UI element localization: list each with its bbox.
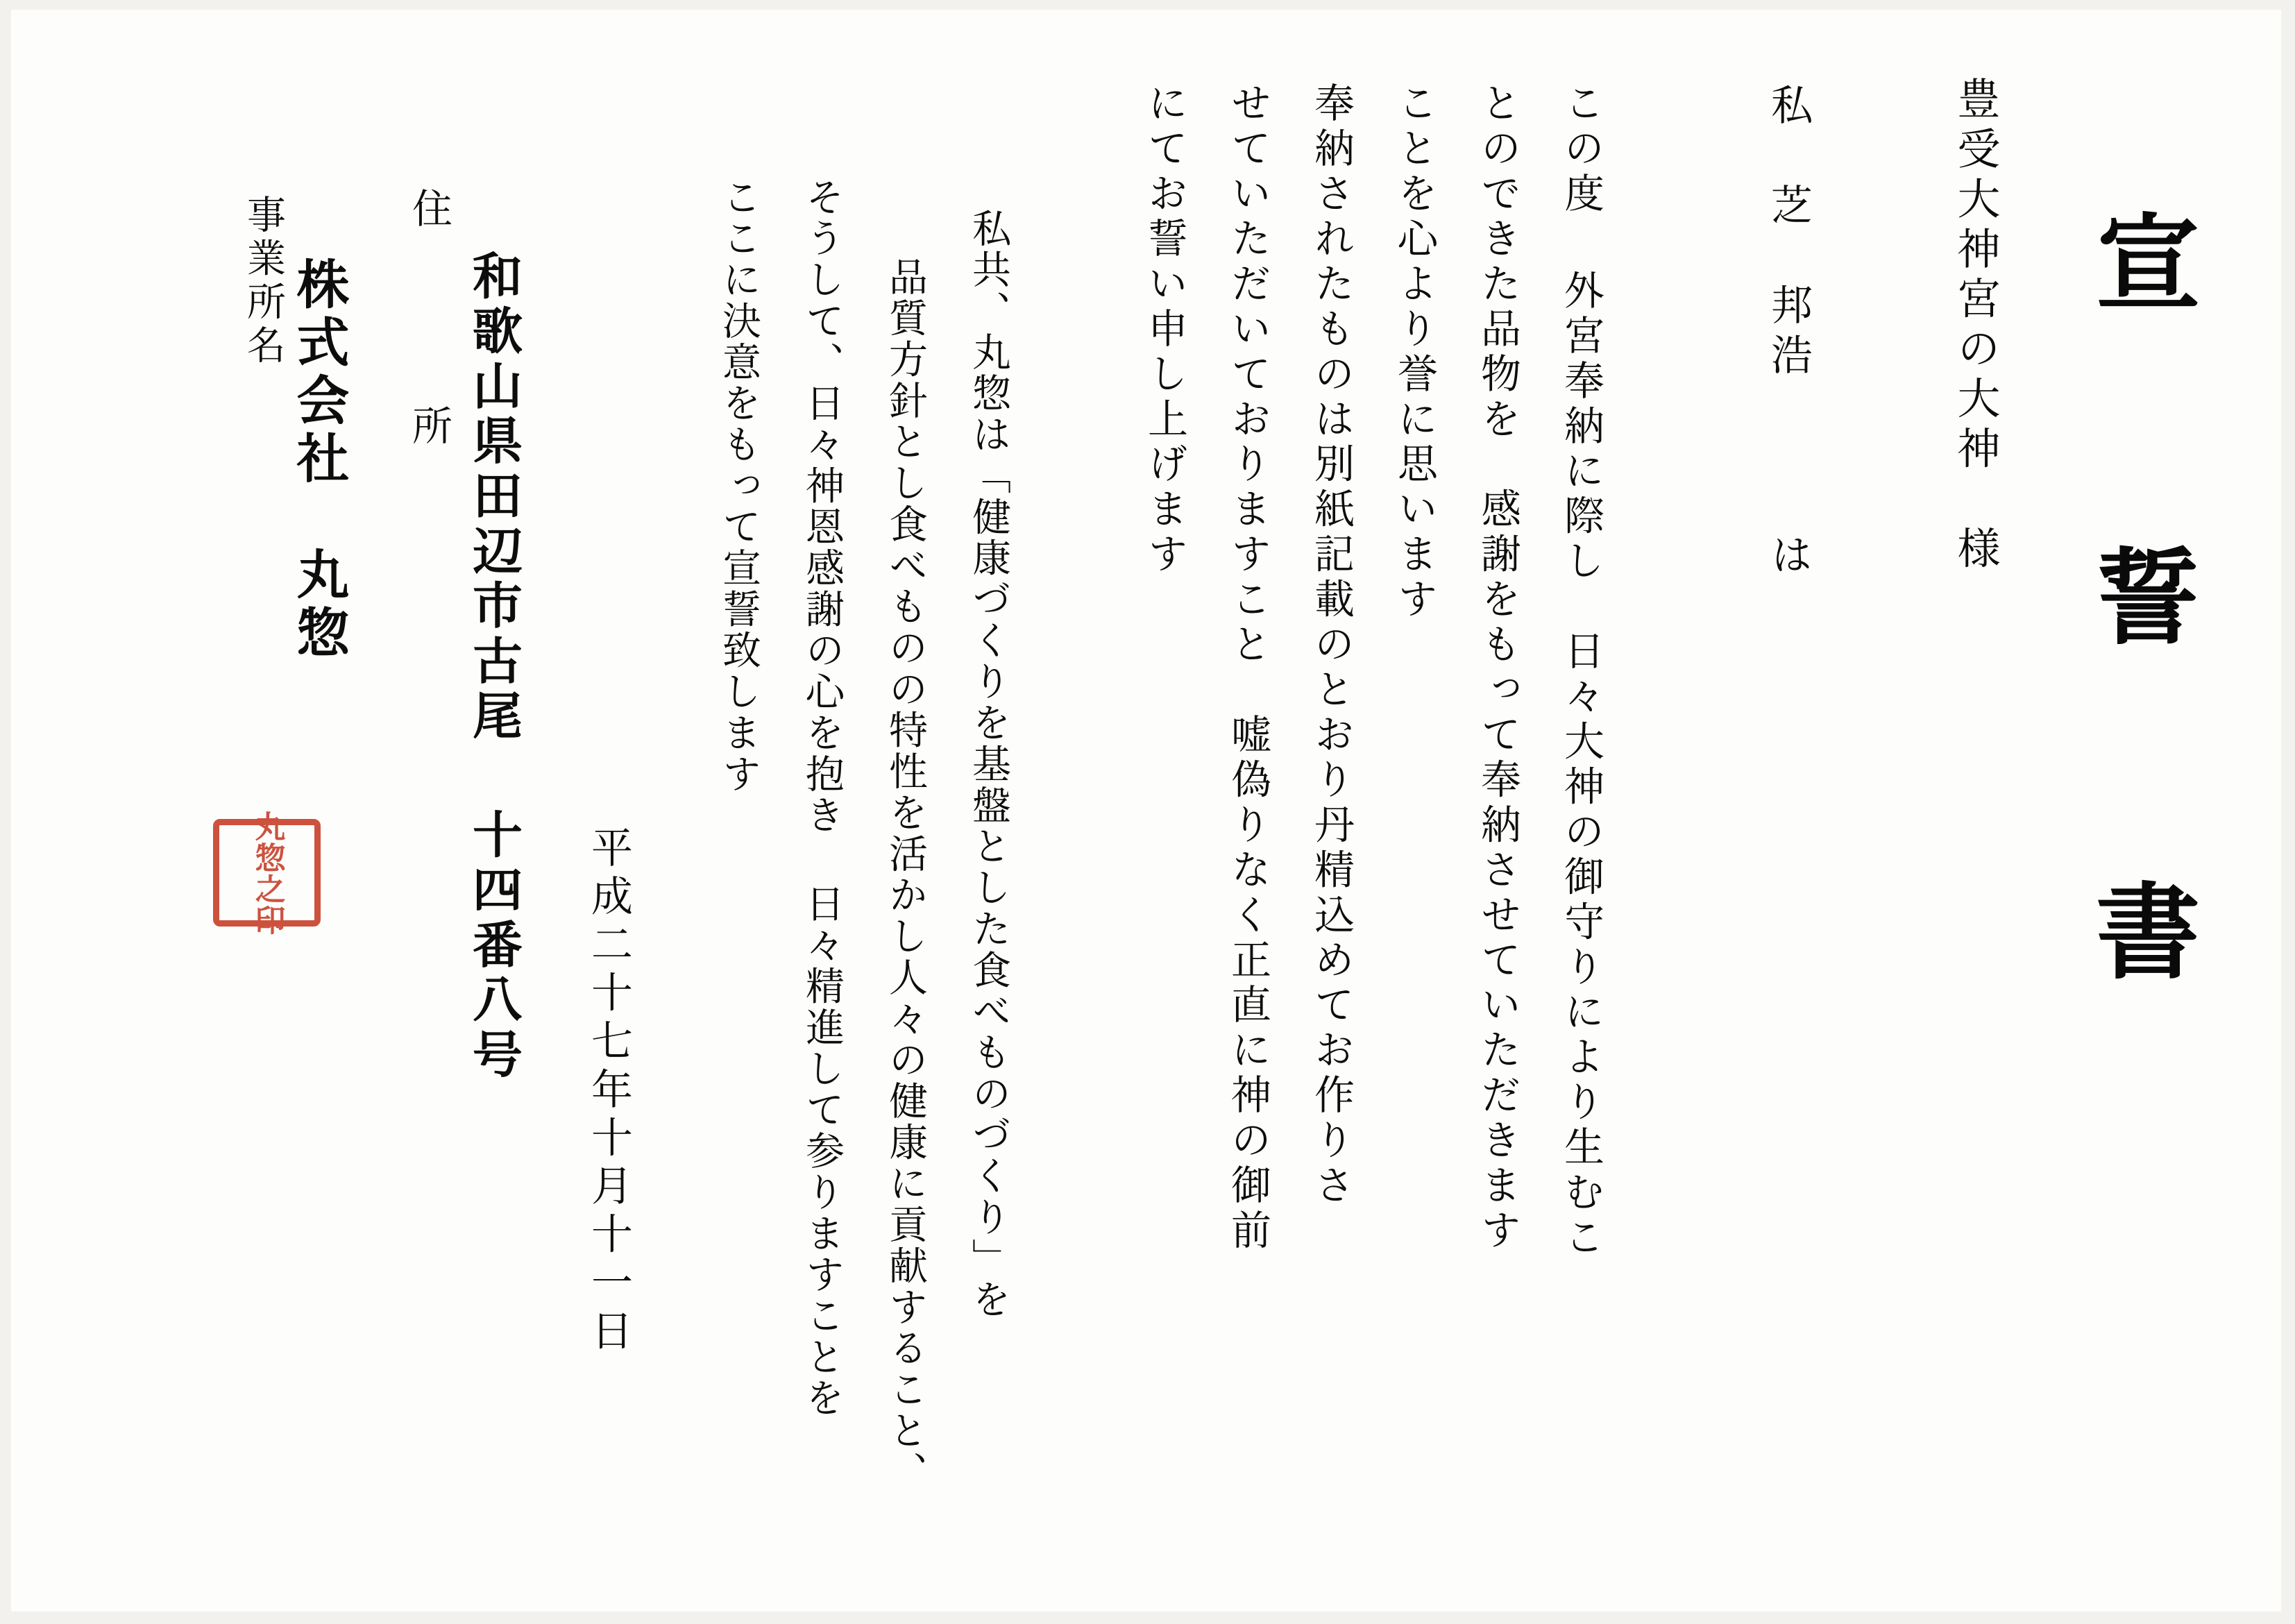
pledge-line-1: 私共、丸惣は「健康づくりを基盤とした食べものづくり」を (966, 208, 1011, 1321)
scan-edge-left (0, 0, 11, 1624)
address-label: 住 所 (405, 187, 452, 477)
scan-edge-bottom (0, 1612, 2295, 1624)
pledge-line-4: ここに決意をもって宣誓致します (716, 177, 761, 795)
body-line-3: ことを心より誉に思います (1391, 82, 1438, 623)
scan-edge-right (2281, 0, 2295, 1624)
body-line-1: この度 外宮奉納に際し 日々大神の御守りにより生むこ (1557, 82, 1604, 1261)
scan-edge-top (0, 0, 2295, 10)
body-line-6: にてお誓い申し上げます (1141, 82, 1188, 578)
hanko-seal-text: 丸惣之印 (249, 810, 285, 936)
address-value: 和歌山県田辺市古尾 十四番八号 (464, 250, 523, 1083)
pledge-line-3: そうして、日々神恩感謝の心を抱き 日々精進して参りますことを (799, 177, 845, 1419)
hanko-seal-icon (213, 810, 321, 936)
business-name-label: 事業所名 (241, 194, 286, 369)
declarant-name-line: 私 芝 邦浩 は (1764, 83, 1813, 583)
pledge-line-2: 品質方針とし食べものの特性を活かし人々の健康に貢献すること、 (883, 257, 928, 1493)
body-line-4: 奉納されたものは別紙記載のとおり丹精込めてお作りさ (1307, 82, 1355, 1209)
body-line-5: せていただいておりますこと 嘘偽りなく正直に神の御前 (1224, 82, 1271, 1254)
document-title: 宣 誓 書 (2078, 208, 2200, 1035)
signing-date: 平成二十七年十月十一日 (584, 826, 633, 1357)
company-name-value: 株式会社 丸惣 (288, 257, 350, 663)
body-line-2: とのできた品物を 感謝をもって奉納させていただきます (1474, 82, 1521, 1254)
addressee-line: 豊受大神宮の大神 様 (1950, 76, 2001, 576)
